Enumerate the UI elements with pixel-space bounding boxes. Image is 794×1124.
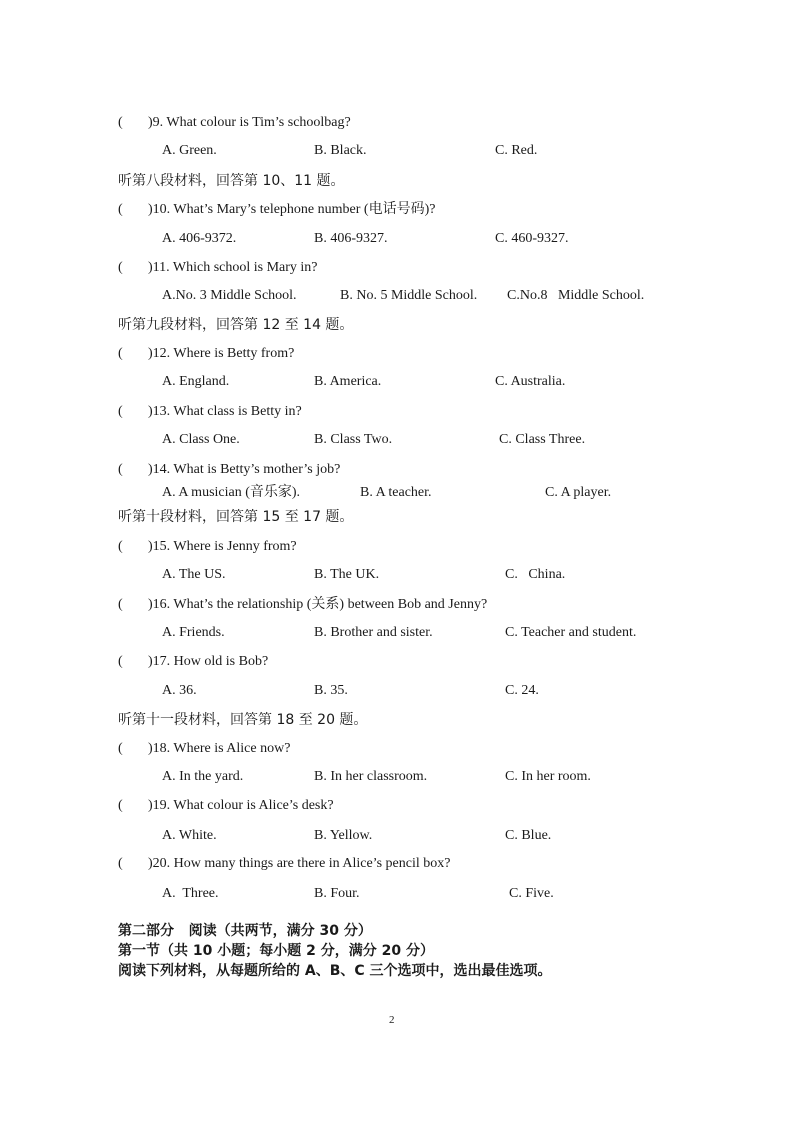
option-c: C. China. <box>505 567 566 582</box>
option-a: A. The US. <box>162 567 226 582</box>
question-19 <box>118 797 334 815</box>
question-13 <box>118 403 302 421</box>
question-17 <box>118 653 268 671</box>
option-a: A. Class One. <box>162 432 240 447</box>
question-stem: )12. Where is Betty from? <box>148 346 295 361</box>
option-b: B. America. <box>314 374 382 389</box>
option-c: C. Five. <box>509 886 554 901</box>
option-a: A. A musician (音乐家). <box>162 485 301 500</box>
option-a: A. England. <box>162 374 230 389</box>
option-b: B. The UK. <box>314 567 380 582</box>
question-stem: )18. Where is Alice now? <box>148 741 291 756</box>
answer-bracket[interactable]: ( <box>118 798 123 813</box>
question-14 <box>118 461 340 479</box>
section-instruction-9: 听第九段材料，回答第 12 至 14 题。 <box>118 317 354 333</box>
option-b: B. Black. <box>314 143 367 158</box>
option-c: C. 24. <box>505 683 539 698</box>
option-b: B. In her classroom. <box>314 769 428 784</box>
option-c: C. 460-9327. <box>495 231 569 246</box>
option-a: A. Green. <box>162 143 217 158</box>
answer-bracket[interactable]: ( <box>118 741 123 756</box>
answer-bracket[interactable]: ( <box>118 260 123 275</box>
question-stem: )16. What’s the relationship (关系) between Bob and Jenny? <box>148 597 488 612</box>
answer-bracket[interactable]: ( <box>118 597 123 612</box>
question-9 <box>118 114 351 132</box>
option-a: A. Three. <box>162 886 219 901</box>
option-c: C. Class Three. <box>499 432 586 447</box>
section-one-heading: 第一节（共 10 小题；每小题 2 分，满分 20 分） <box>118 943 434 959</box>
option-c: C. In her room. <box>505 769 591 784</box>
answer-bracket[interactable]: ( <box>118 856 123 871</box>
question-11 <box>118 259 318 277</box>
option-b: B. No. 5 Middle School. <box>340 288 478 303</box>
question-18 <box>118 740 290 758</box>
section-instruction-8: 听第八段材料，回答第 10、11 题。 <box>118 173 345 189</box>
option-a: A. In the yard. <box>162 769 244 784</box>
option-b: B. Four. <box>314 886 360 901</box>
question-stem: )19. What colour is Alice’s desk? <box>148 798 334 813</box>
question-stem: )10. What’s Mary’s telephone number (电话号码)? <box>148 202 436 217</box>
option-a: A. Friends. <box>162 625 225 640</box>
answer-bracket[interactable]: ( <box>118 654 123 669</box>
option-b: B. 35. <box>314 683 348 698</box>
question-stem: )20. How many things are there in Alice’s pencil box? <box>148 856 451 871</box>
answer-bracket[interactable]: ( <box>118 462 123 477</box>
option-a: A. 406-9372. <box>162 231 237 246</box>
answer-bracket[interactable]: ( <box>118 346 123 361</box>
question-12 <box>118 345 294 363</box>
answer-bracket[interactable]: ( <box>118 404 123 419</box>
question-stem: )9. What colour is Tim’s schoolbag? <box>148 115 351 130</box>
option-c: C. A player. <box>545 485 612 500</box>
question-stem: )13. What class is Betty in? <box>148 404 302 419</box>
option-c: C. Teacher and student. <box>505 625 637 640</box>
option-c: C.No.8 Middle School. <box>507 288 645 303</box>
part-two-title: 第二部分 阅读（共两节，满分 30 分） <box>118 923 372 939</box>
option-c: C. Blue. <box>505 828 552 843</box>
question-stem: )15. Where is Jenny from? <box>148 539 297 554</box>
question-stem: )11. Which school is Mary in? <box>148 260 318 275</box>
question-16 <box>118 596 487 614</box>
option-b: B. A teacher. <box>360 485 432 500</box>
reading-instruction: 阅读下列材料，从每题所给的 A、B、C 三个选项中，选出最佳选项。 <box>118 963 552 979</box>
answer-bracket[interactable]: ( <box>118 115 123 130</box>
section-instruction-10: 听第十段材料，回答第 15 至 17 题。 <box>118 509 354 525</box>
option-a: A.No. 3 Middle School. <box>162 288 297 303</box>
option-a: A. 36. <box>162 683 197 698</box>
option-b: B. 406-9327. <box>314 231 388 246</box>
question-15 <box>118 538 297 556</box>
answer-bracket[interactable]: ( <box>118 202 123 217</box>
question-10 <box>118 201 435 219</box>
option-b: B. Brother and sister. <box>314 625 433 640</box>
option-c: C. Red. <box>495 143 538 158</box>
page-number: 2 <box>389 1014 395 1026</box>
section-instruction-11: 听第十一段材料，回答第 18 至 20 题。 <box>118 712 368 728</box>
question-20 <box>118 855 450 873</box>
option-c: C. Australia. <box>495 374 566 389</box>
option-b: B. Yellow. <box>314 828 373 843</box>
answer-bracket[interactable]: ( <box>118 539 123 554</box>
option-a: A. White. <box>162 828 217 843</box>
option-b: B. Class Two. <box>314 432 393 447</box>
question-stem: )14. What is Betty’s mother’s job? <box>148 462 341 477</box>
question-stem: )17. How old is Bob? <box>148 654 269 669</box>
